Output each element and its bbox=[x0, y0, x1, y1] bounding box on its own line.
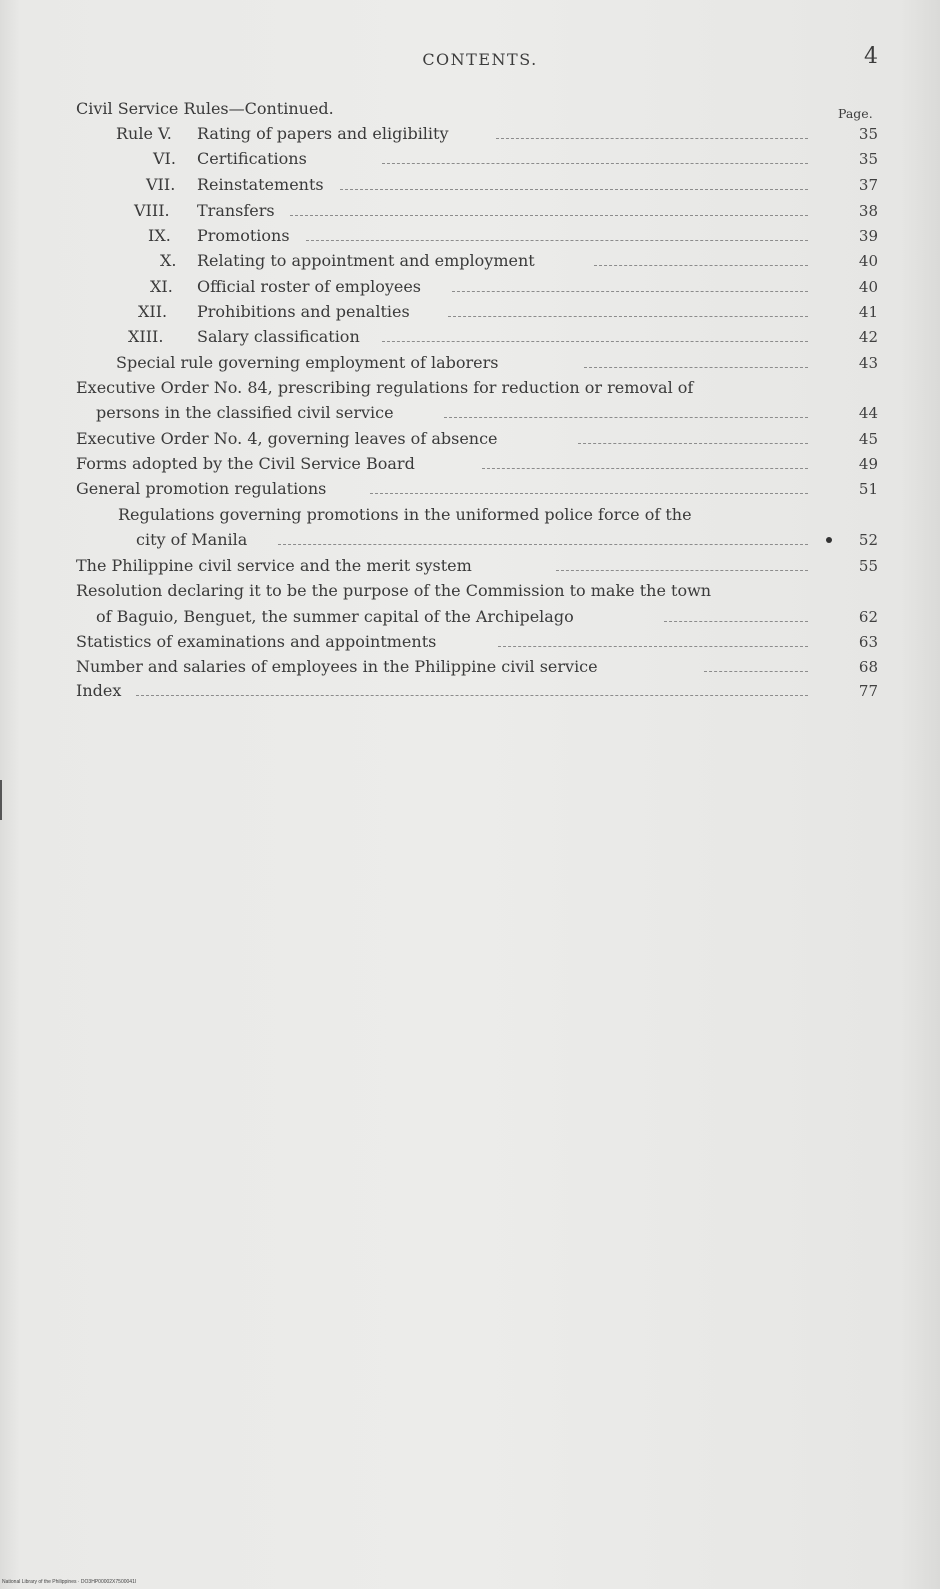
toc-entry-page: 37 bbox=[858, 176, 878, 194]
page-column-label: Page. bbox=[838, 106, 873, 121]
dot-leader bbox=[498, 646, 808, 647]
toc-entry-page: 45 bbox=[858, 430, 878, 448]
dot-leader bbox=[448, 316, 808, 317]
toc-entry-text: Certifications bbox=[197, 149, 307, 168]
scan-edge-mark bbox=[0, 780, 2, 820]
toc-entry-text: Official roster of employees bbox=[197, 277, 422, 296]
dot-leader bbox=[496, 138, 808, 139]
toc-entry-page: 62 bbox=[858, 608, 878, 626]
dot-leader bbox=[306, 240, 808, 241]
toc-entry-page: 55 bbox=[858, 557, 878, 575]
dot-leader bbox=[452, 291, 808, 292]
toc-entry-page: 68 bbox=[858, 658, 878, 676]
toc-entry-page: 40 bbox=[858, 252, 878, 270]
toc-entry-text: Resolution declaring it to be the purpose of the Commission to make the town bbox=[76, 581, 712, 600]
dot-leader bbox=[382, 163, 808, 164]
toc-entry-text: Rating of papers and eligibility bbox=[197, 124, 449, 143]
toc-entry-text: Salary classification bbox=[197, 327, 360, 346]
toc-entry-page: 35 bbox=[858, 125, 878, 143]
toc-entry-text: Regulations governing promotions in the uniformed police force of the bbox=[118, 505, 692, 524]
dot-leader bbox=[664, 621, 808, 622]
toc-entry-text: Index bbox=[76, 681, 122, 700]
toc-entry-text: Executive Order No. 4, governing leaves of absence bbox=[76, 429, 498, 448]
toc-entry-text: Civil Service Rules—Continued. bbox=[76, 99, 334, 118]
toc-entry-text: Executive Order No. 84, prescribing regulations for reduction or removal of bbox=[76, 378, 694, 397]
toc-entry-page: 63 bbox=[858, 633, 878, 651]
page-number: 4 bbox=[864, 44, 878, 69]
toc-entry-page: 41 bbox=[858, 303, 878, 321]
toc-entry-prefix: VIII. bbox=[134, 201, 170, 220]
toc-entry-prefix: XIII. bbox=[128, 327, 164, 346]
dot-leader bbox=[370, 493, 808, 494]
dot-leader bbox=[594, 265, 808, 266]
toc-entry-text: of Baguio, Benguet, the summer capital of the Archipelago bbox=[96, 607, 574, 626]
toc-entry-prefix: VI. bbox=[153, 149, 176, 168]
toc-entry-text: Promotions bbox=[197, 226, 290, 245]
toc-entry-text: Number and salaries of employees in the Philippine civil service bbox=[76, 657, 598, 676]
bullet-mark-icon bbox=[826, 537, 832, 543]
toc-entry-page: 52 bbox=[858, 531, 878, 549]
toc-entry-prefix: XI. bbox=[150, 277, 173, 296]
library-footer-stamp: National Library of the Philippines · DO3HP00002X7500041I bbox=[2, 1579, 137, 1585]
toc-entry-page: 40 bbox=[858, 278, 878, 296]
toc-entry-prefix: Rule V. bbox=[116, 124, 172, 143]
toc-entry-text: Forms adopted by the Civil Service Board bbox=[76, 454, 415, 473]
toc-entry-text: Special rule governing employment of laborers bbox=[116, 353, 499, 372]
toc-entry-text: Statistics of examinations and appointments bbox=[76, 632, 437, 651]
dot-leader bbox=[578, 443, 808, 444]
toc-entry-page: 35 bbox=[858, 150, 878, 168]
toc-entry-page: 51 bbox=[858, 480, 878, 498]
toc-entry-prefix: VII. bbox=[146, 175, 176, 194]
dot-leader bbox=[704, 671, 808, 672]
dot-leader bbox=[584, 367, 808, 368]
dot-leader bbox=[444, 417, 808, 418]
dot-leader bbox=[278, 544, 808, 545]
toc-entry-text: Reinstatements bbox=[197, 175, 324, 194]
dot-leader bbox=[556, 570, 808, 571]
dot-leader bbox=[136, 695, 808, 696]
toc-entry-page: 77 bbox=[858, 682, 878, 700]
toc-entry-page: 49 bbox=[858, 455, 878, 473]
toc-entry-text: The Philippine civil service and the merit system bbox=[76, 556, 472, 575]
dot-leader bbox=[382, 341, 808, 342]
dot-leader bbox=[340, 189, 808, 190]
toc-entry-prefix: X. bbox=[160, 251, 177, 270]
toc-entry-page: 42 bbox=[858, 328, 878, 346]
toc-entry-text: persons in the classified civil service bbox=[96, 403, 394, 422]
toc-entry-text: Relating to appointment and employment bbox=[197, 251, 535, 270]
toc-entry-page: 39 bbox=[858, 227, 878, 245]
dot-leader bbox=[482, 468, 808, 469]
page-title: CONTENTS. bbox=[422, 50, 538, 69]
toc-entry-prefix: IX. bbox=[148, 226, 171, 245]
toc-entry-text: Prohibitions and penalties bbox=[197, 302, 410, 321]
toc-entry-text: General promotion regulations bbox=[76, 479, 327, 498]
toc-entry-page: 38 bbox=[858, 202, 878, 220]
toc-entry-prefix: XII. bbox=[138, 302, 168, 321]
toc-entry-text: Transfers bbox=[197, 201, 275, 220]
toc-entry-text: city of Manila bbox=[136, 530, 248, 549]
toc-entry-page: 44 bbox=[858, 404, 878, 422]
toc-entry-page: 43 bbox=[858, 354, 878, 372]
dot-leader bbox=[290, 215, 808, 216]
